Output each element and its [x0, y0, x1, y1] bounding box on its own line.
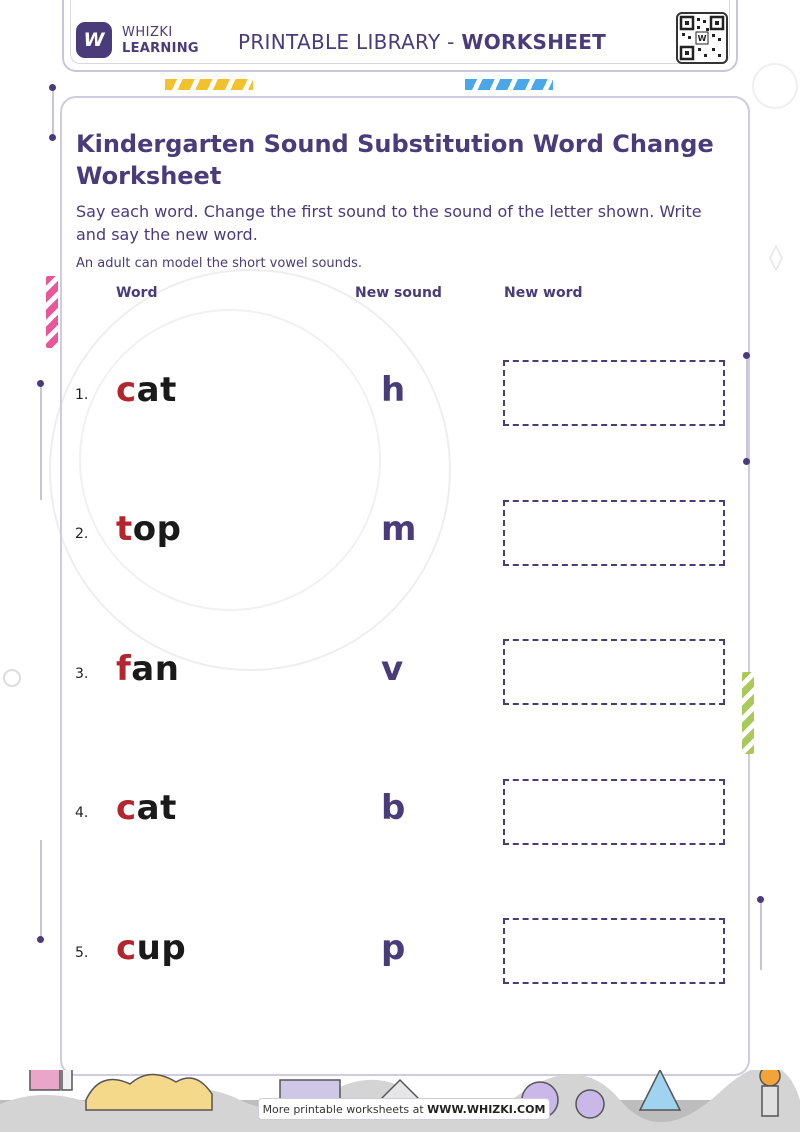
logo-letter: W — [83, 29, 105, 51]
item-word-first-letter: c — [116, 928, 137, 968]
answer-box[interactable] — [503, 918, 725, 984]
item-word — [116, 788, 177, 828]
item-word — [116, 928, 186, 968]
footer-label: More printable worksheets at — [262, 1102, 428, 1116]
answer-box[interactable] — [503, 639, 725, 705]
item-word — [116, 649, 179, 689]
rail-dot — [49, 134, 56, 141]
footer-text — [263, 1103, 546, 1116]
library-title — [238, 30, 606, 54]
column-header-word: Word — [116, 285, 158, 301]
left-rail — [52, 86, 54, 136]
item-word — [116, 509, 181, 549]
item-new-sound: m — [381, 509, 417, 549]
answer-box[interactable] — [503, 779, 725, 845]
brand-subname: LEARNING — [122, 41, 199, 56]
item-word-first-letter: t — [116, 509, 133, 549]
item-word-first-letter: c — [116, 370, 137, 410]
left-rail — [40, 840, 42, 940]
item-number: 1. — [75, 387, 89, 403]
library-type: WORKSHEET — [461, 30, 607, 54]
rail-dot — [743, 352, 750, 359]
answer-box[interactable] — [503, 360, 725, 426]
item-new-sound: p — [381, 928, 406, 968]
adult-note: An adult can model the short vowel sounds. — [76, 256, 363, 271]
item-word — [116, 370, 177, 410]
item-new-sound: v — [381, 649, 404, 689]
right-rail — [760, 900, 762, 970]
brand-name: WHIZKI — [122, 25, 173, 40]
footer-banner — [258, 1098, 550, 1120]
worksheet-instructions: Say each word. Change the first sound to the sound of the letter shown. Write and say the new word. — [76, 202, 702, 244]
item-word-first-letter: c — [116, 788, 137, 828]
yellow-stripe-decoration — [165, 79, 253, 90]
item-word-rest: up — [136, 928, 187, 968]
qr-code-icon — [676, 12, 728, 64]
whizki-logo-icon — [76, 22, 112, 58]
rail-dot — [37, 936, 44, 943]
item-word-rest: at — [136, 370, 177, 410]
item-number: 3. — [75, 666, 89, 682]
rail-dot — [743, 458, 750, 465]
worksheet-title: Kindergarten Sound Substitution Word Change Worksheet — [76, 130, 714, 190]
item-number: 2. — [75, 526, 89, 542]
item-new-sound: b — [381, 788, 406, 828]
svg-text:W: W — [697, 34, 707, 43]
pink-stripe-decoration — [46, 276, 58, 348]
item-number: 4. — [75, 805, 89, 821]
green-stripe-decoration — [742, 672, 754, 754]
item-word-rest: op — [132, 509, 182, 549]
blue-stripe-decoration — [465, 79, 553, 90]
column-header-new-word: New word — [504, 285, 583, 301]
rail-dot — [757, 896, 764, 903]
column-header-new-sound: New sound — [355, 285, 442, 301]
left-rail — [40, 380, 42, 500]
library-label: PRINTABLE LIBRARY - — [238, 30, 462, 54]
rail-dot — [37, 380, 44, 387]
footer-site-link[interactable]: WWW.WHIZKI.COM — [427, 1102, 546, 1116]
right-rail — [746, 356, 748, 462]
item-word-first-letter: f — [116, 649, 132, 689]
item-word-rest: at — [136, 788, 177, 828]
item-word-rest: an — [131, 649, 180, 689]
answer-box[interactable] — [503, 500, 725, 566]
item-number: 5. — [75, 945, 89, 961]
rail-dot — [49, 84, 56, 91]
item-new-sound: h — [381, 370, 406, 410]
